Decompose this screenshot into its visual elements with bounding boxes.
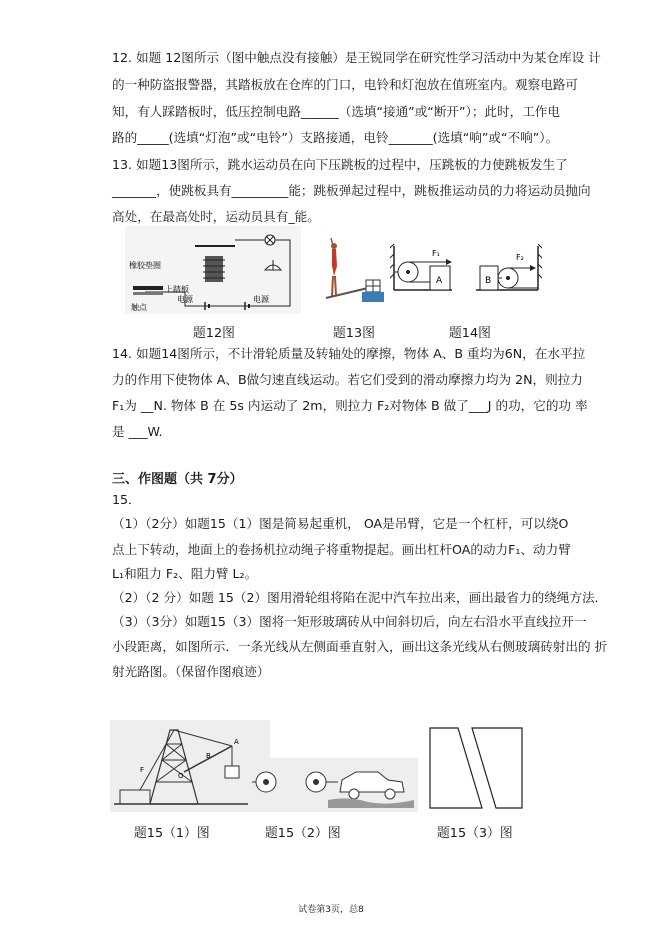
q12-line-2: 的一种防盗报警器，其踏板放在仓库的门口，电铃和灯泡放在值班室内。观察电路可 (112, 77, 578, 92)
fig15-label-f: F (140, 766, 145, 774)
fig12-label-pedal: 上踏板 (165, 285, 189, 294)
caption-fig-14: 题14图 (449, 326, 491, 341)
fig15-label-a: A (234, 738, 239, 746)
q14-line-4: 是 ___W. (112, 424, 163, 439)
q14-line-3: F₁为 __N. 物体 B 在 5s 内运动了 2m，则拉力 F₂对物体 B 做了___J 的功，它的功 率 (112, 398, 588, 413)
figure-13-diver-springboard (322, 236, 384, 308)
q15-part3-line-2: 小段距离，如图所示．一条光线从左侧面垂直射入，画出这条光线从右侧玻璃砖射出的 折 (112, 639, 608, 654)
caption-fig-13: 题13图 (333, 326, 375, 341)
caption-fig-15-1: 题15（1）图 (134, 826, 210, 841)
figure-14-pulley-blocks (390, 238, 542, 302)
figure-15-2-pulley-car (248, 758, 418, 812)
caption-fig-12: 题12图 (193, 326, 235, 341)
q14-line-2: 力的作用下使物体 A、B做匀速直线运动。若它们受到的滑动摩擦力均为 2N，则拉力 (112, 372, 583, 387)
fig14-f2: F₂ (516, 253, 524, 262)
fig12-label-power-1: 电源 (177, 295, 193, 304)
q12-line-1: 12. 如题 12图所示（图中触点没有接触）是王锐同学在研究性学习活动中为某仓库设 计 (112, 50, 601, 65)
page-footer: 试卷第3页，总8 (298, 905, 364, 915)
section-3-heading: 三、作图题（共 7分） (112, 472, 243, 487)
fig12-label-pad: 橡胶垫圈 (129, 261, 161, 270)
fig15-label-o: O (178, 772, 184, 780)
q13-line-1: 13. 如题13图所示，跳水运动员在向下压跳板的过程中，压跳板的力使跳板发生了 (112, 157, 568, 172)
caption-fig-15-2: 题15（2）图 (265, 826, 341, 841)
q15-part2-line-1: （2）（2 分）如题 15（2）图用滑轮组将陷在泥中汽车拉出来，画出最省力的绕绳方法. (112, 590, 599, 605)
figure-15-1-crane (110, 720, 270, 812)
q15-number: 15． (112, 492, 141, 507)
caption-fig-15-3: 题15（3）图 (437, 826, 513, 841)
q13-line-3: 高处，在最高处时，运动员具有_能。 (112, 209, 320, 224)
q15-part3-line-3: 射光路图。（保留作图痕迹） (112, 664, 270, 679)
q12-line-4: 路的_____(选填“灯泡”或“电铃”）支路接通，电铃_______(选填“响”或“不响”）。 (112, 130, 559, 145)
q15-part3-line-1: （3）（3分）如题15（3）图将一矩形玻璃砖从中间斜切后，向左右沿水平直线拉开一 (112, 614, 587, 629)
figure-12-alarm-circuit (125, 226, 301, 314)
q12-line-3: 知，有人踩踏板时，低压控制电路______（选填“接通”或“断开”）；此时，工作电 (112, 104, 560, 119)
fig14-block-b: B (485, 276, 492, 286)
fig14-block-a: A (436, 276, 443, 286)
q13-line-2: _______，使跳板具有_________能；跳板弹起过程中，跳板推运动员的力将运动员抛向 (112, 183, 591, 198)
q15-part1-line-2: 点上下转动，地面上的卷扬机拉动绳子将重物提起。画出杠杆OA的动力F₁、动力臂 (112, 542, 571, 557)
fig14-f1: F₁ (432, 249, 440, 258)
q15-part1-line-3: L₁和阻力 F₂、阻力臂 L₂。 (112, 566, 258, 581)
fig12-label-contact: 触点 (131, 303, 147, 312)
fig12-label-power-2: 电源 (253, 295, 269, 304)
q15-part1-line-1: （1）（2分）如题15（1）图是简易起重机， OA是吊臂，它是一个杠杆，可以绕O (112, 516, 569, 531)
q14-line-1: 14. 如题14图所示，不计滑轮质量及转轴处的摩擦，物体 A、B 重均为6N，在水平拉 (112, 346, 586, 361)
figure-15-3-glass-prisms (428, 726, 524, 810)
fig15-label-b: B (206, 752, 211, 760)
